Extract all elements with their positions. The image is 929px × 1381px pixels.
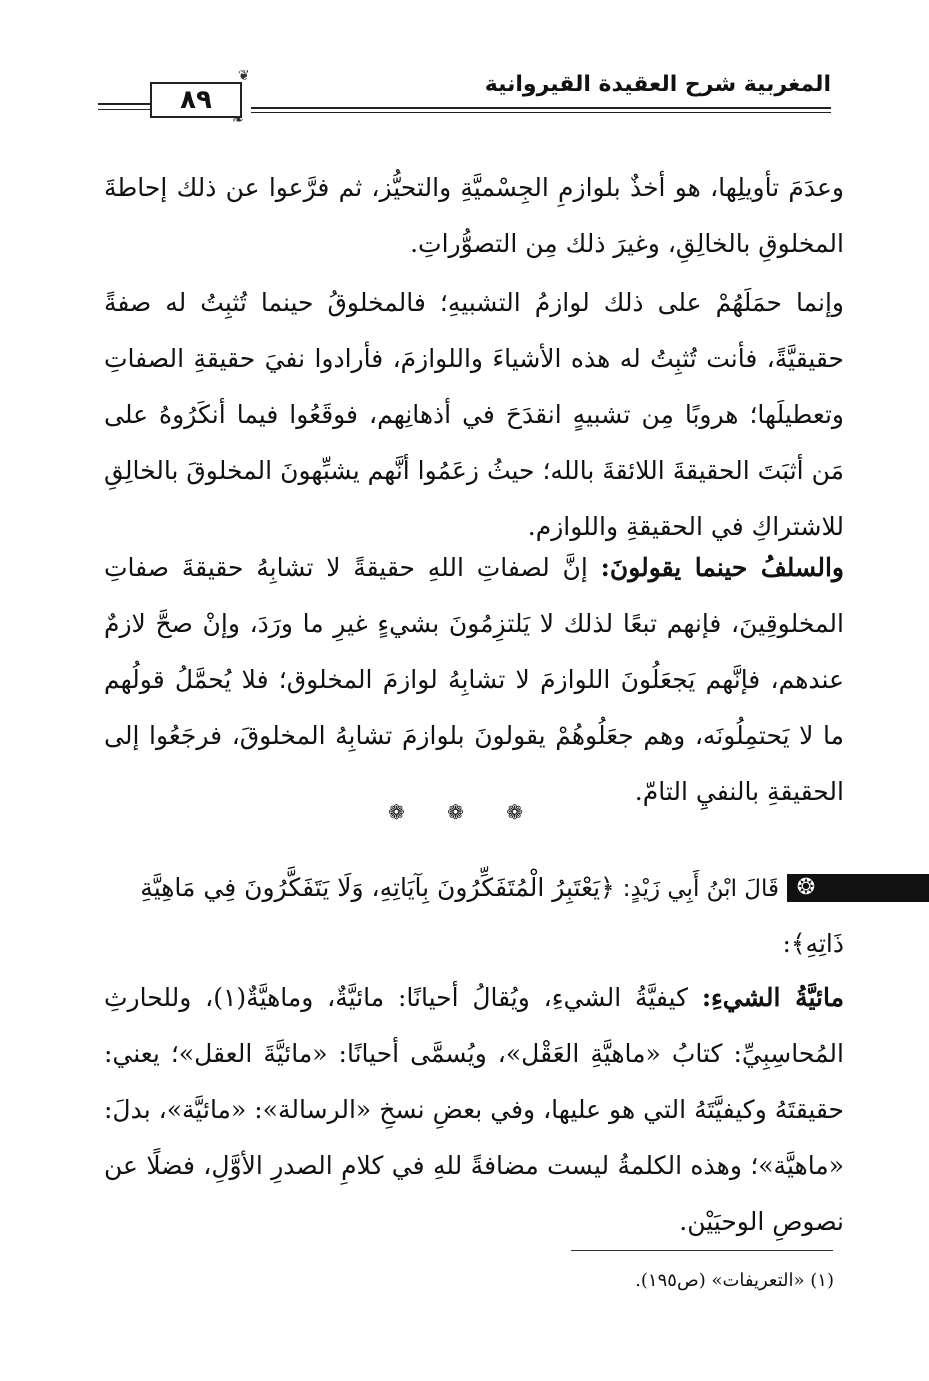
paragraph-lead: مائيَّةُ الشيءِ: [701,983,844,1012]
matn-quote [99,860,779,917]
paragraph [104,970,844,1250]
footnote-divider [571,1250,833,1251]
header-rule-right [251,107,831,109]
page-number: ٨٩ [150,82,242,118]
quote-text: ﴿يَعْتَبِرُ الْمُتَفَكِّرُونَ بِآيَاتِهِ، وَلَا يَتَفَكَّرُونَ فِي مَاهِيَّةِ [140,873,615,902]
quote-speaker: قَالَ ابْنُ أَبِي زَيْدٍ: [622,876,779,902]
header-rule-right [251,112,831,113]
floral-ornament-icon: ❦ [238,68,250,84]
paragraph: وإنما حمَلَهُمْ على ذلك لوازمُ التشبيهِ؛ فالمخلوقُ حينما تُثبِتُ له صفةً حقيقيَّةً، فأنت تُثبِتُ له هذه الأشياءَ واللوازمَ، فأرادوا نفيَ حقيقةِ الصفاتِ وتعطيلَها؛ هروبًا مِن تشبيهٍ انقدَحَ في أذهانِهم، فوقَعُوا فيما أنكَرُوهُ على مَن أثبَتَ الحقيقةَ اللائقةَ بالله؛ حيثُ زعَمُوا أنَّهم يشبِّهونَ المخلوقَ بالخالِقِ للاشتراكِ في الحقيقةِ واللوازم. [104,288,844,541]
paragraph-lead: والسلفُ حينما يقولونَ: [600,553,844,582]
header-rule-left [98,109,150,110]
floral-ornament-icon: ❧ [232,112,244,128]
rosette-icon: ❂ [796,875,816,900]
paragraph-text: إنَّ لصفاتِ اللهِ حقيقةً لا تشابِهُ حقيقةَ صفاتِ المخلوقِينَ، فإنهم تبعًا لذلك لا يَلتزِمُونَ بشيءٍ غيرِ ما ورَدَ، وإنْ صحَّ لازمٌ عندهم، فإنَّهم يَجعَلُونَ اللوازمَ لا تشابِهُ لوازمَ المخلوق؛ فلا يُحمَّلُ قولُهم ما لا يَحتمِلُونَه، وهم جعَلُوهُمْ يقولونَ بلوازمَ تشابِهُ المخلوقَ، فرجَعُوا إلى الحقيقةِ بالنفيِ التامّ. [104,553,844,806]
quote-text-end: ذَاتِهِ﴾: [782,929,844,958]
header-rule-left [98,103,150,105]
paragraph: وعدَمَ تأويلِها، هو أخذٌ بلوازمِ الجِسْميَّةِ والتحيُّز، ثم فرَّعوا عن ذلك إحاطةَ المخلوقِ بالخالِقِ، وغيرَ ذلك مِن التصوُّراتِ. [104,173,844,258]
paragraph-text: كيفيَّةُ الشيءِ، ويُقالُ أحيانًا: مائيَّةٌ، وماهيَّةٌ(١)، وللحارثِ المُحاسِبِيِّ: كتابُ «ماهيَّةِ العَقْل»، ويُسمَّى أحيانًا: «مائيَّةَ العقل»؛ يعني: حقيقتَهُ وكيفيَّتَهُ التي هو عليها، وفي بعضِ نسخِ «الرسالة»: «مائيَّة»، بدلَ: «ماهيَّة»؛ وهذه الكلمةُ ليست مضافةً للهِ في كلامِ الصدرِ الأوَّلِ، فضلًا عن نصوصِ الوحيَيْن. [104,983,844,1236]
section-divider: ❁ ❁ ❁ [388,800,541,824]
paragraph [104,540,844,820]
book-title: المغربية شرح العقيدة القيروانية [484,72,831,97]
page-header [98,68,831,132]
footnote: (١) «التعريفات» (ص١٩٥). [635,1270,834,1291]
